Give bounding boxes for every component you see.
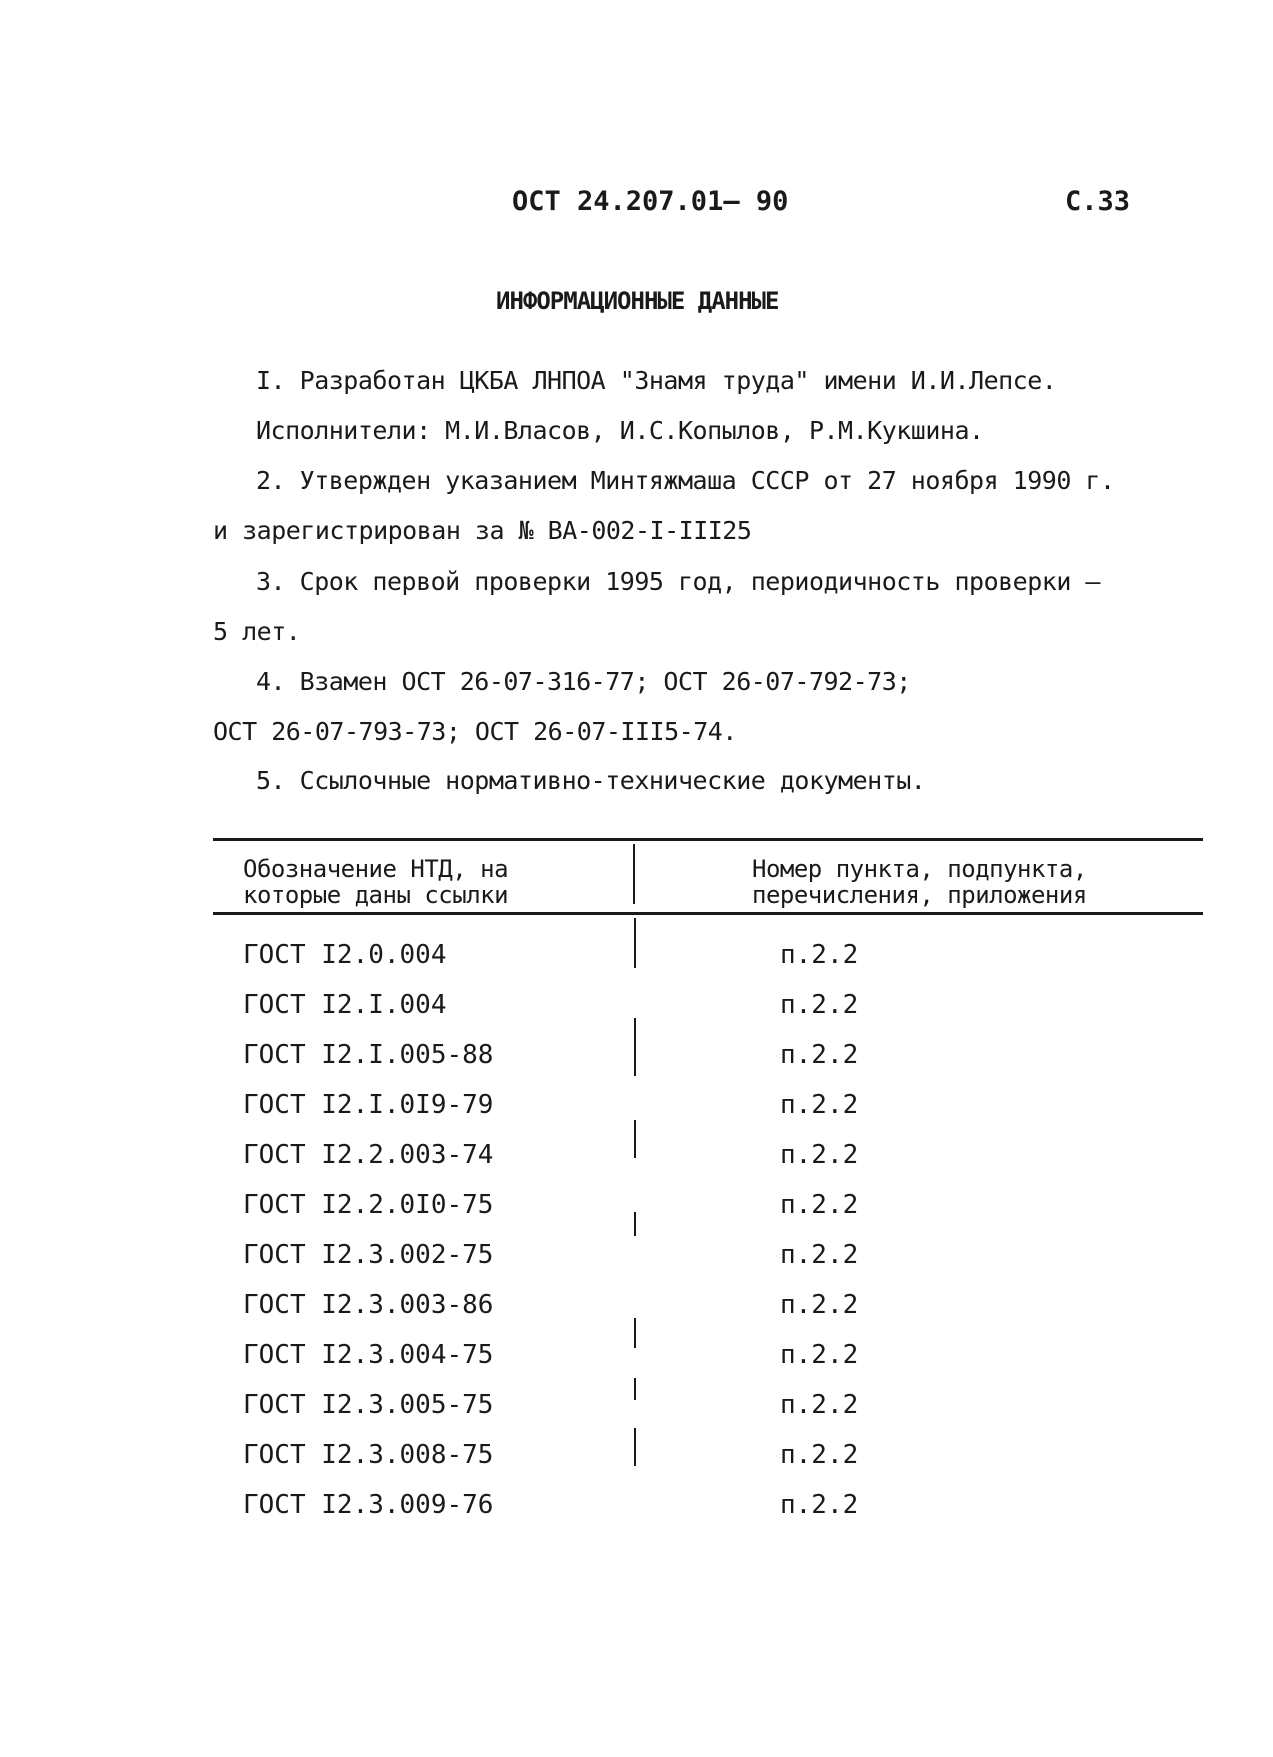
table-column-separator bbox=[634, 1212, 636, 1236]
table-row-ref: п.2.2 bbox=[780, 1390, 859, 1420]
table-row-doc: ГОСТ I2.3.005-75 bbox=[243, 1390, 494, 1420]
table-row-doc: ГОСТ I2.2.0I0-75 bbox=[243, 1190, 494, 1220]
table-row-ref: п.2.2 bbox=[780, 1290, 859, 1320]
table-column-separator bbox=[634, 1428, 636, 1466]
table-row-ref: п.2.2 bbox=[780, 1440, 859, 1470]
paragraph-1-developer: I. Разработан ЦКБА ЛНПОА "Знамя труда" имени И.И.Лепсе. bbox=[256, 366, 1057, 395]
table-row-doc: ГОСТ I2.I.005-88 bbox=[243, 1040, 494, 1070]
table-row-doc: ГОСТ I2.3.004-75 bbox=[243, 1340, 494, 1370]
col2-header-line1: Номер пункта, подпункта, bbox=[752, 855, 1087, 883]
paragraph-4-replaces: 4. Взамен ОСТ 26-07-316-77; ОСТ 26-07-792-73; bbox=[256, 667, 911, 696]
col2-header-line2: перечисления, приложения bbox=[752, 881, 1087, 909]
paragraph-2-approved: 2. Утвержден указанием Минтяжмаша СССР от 27 ноября 1990 г. bbox=[256, 466, 1115, 495]
page-number: С.33 bbox=[1065, 186, 1131, 217]
section-title: ИНФОРМАЦИОННЫЕ ДАННЫЕ bbox=[496, 287, 779, 315]
table-row-doc: ГОСТ I2.0.004 bbox=[243, 940, 447, 970]
table-row-ref: п.2.2 bbox=[780, 1340, 859, 1370]
table-row-ref: п.2.2 bbox=[780, 1240, 859, 1270]
table-column-separator bbox=[634, 1378, 636, 1400]
paragraph-2-registered: и зарегистрирован за № ВА-002-I-III25 bbox=[213, 516, 752, 545]
table-row-doc: ГОСТ I2.2.003-74 bbox=[243, 1140, 494, 1170]
table-row-ref: п.2.2 bbox=[780, 1140, 859, 1170]
col1-header-line2: которые даны ссылки bbox=[243, 881, 509, 909]
paragraph-1-executors: Исполнители: М.И.Власов, И.С.Копылов, Р.М.Кукшина. bbox=[256, 416, 984, 445]
table-row-ref: п.2.2 bbox=[780, 1490, 859, 1520]
table-column-separator bbox=[634, 1318, 636, 1348]
table-row-ref: п.2.2 bbox=[780, 1040, 859, 1070]
table-row-doc: ГОСТ I2.3.008-75 bbox=[243, 1440, 494, 1470]
table-column-separator bbox=[634, 1036, 636, 1076]
table-row-doc: ГОСТ I2.I.004 bbox=[243, 990, 447, 1020]
document-code: ОСТ 24.207.01– 90 bbox=[512, 186, 789, 217]
paragraph-3-period: 5 лет. bbox=[213, 617, 301, 646]
table-row-doc: ГОСТ I2.3.009-76 bbox=[243, 1490, 494, 1520]
table-row-doc: ГОСТ I2.I.0I9-79 bbox=[243, 1090, 494, 1120]
col1-header-line1: Обозначение НТД, на bbox=[243, 855, 509, 883]
table-column-separator bbox=[634, 1120, 636, 1158]
paragraph-4-replaces-cont: ОСТ 26-07-793-73; ОСТ 26-07-III5-74. bbox=[213, 717, 737, 746]
paragraph-5-references: 5. Ссылочные нормативно-технические документы. bbox=[256, 766, 926, 795]
table-top-rule bbox=[213, 838, 1203, 841]
paragraph-3-review: 3. Срок первой проверки 1995 год, периодичность проверки – bbox=[256, 567, 1100, 596]
table-column-separator bbox=[634, 918, 636, 968]
table-row-ref: п.2.2 bbox=[780, 940, 859, 970]
table-row-ref: п.2.2 bbox=[780, 1090, 859, 1120]
table-row-ref: п.2.2 bbox=[780, 990, 859, 1020]
table-row-doc: ГОСТ I2.3.003-86 bbox=[243, 1290, 494, 1320]
table-row-doc: ГОСТ I2.3.002-75 bbox=[243, 1240, 494, 1270]
table-header-rule bbox=[213, 912, 1203, 915]
table-header-separator bbox=[633, 844, 635, 904]
table-row-ref: п.2.2 bbox=[780, 1190, 859, 1220]
